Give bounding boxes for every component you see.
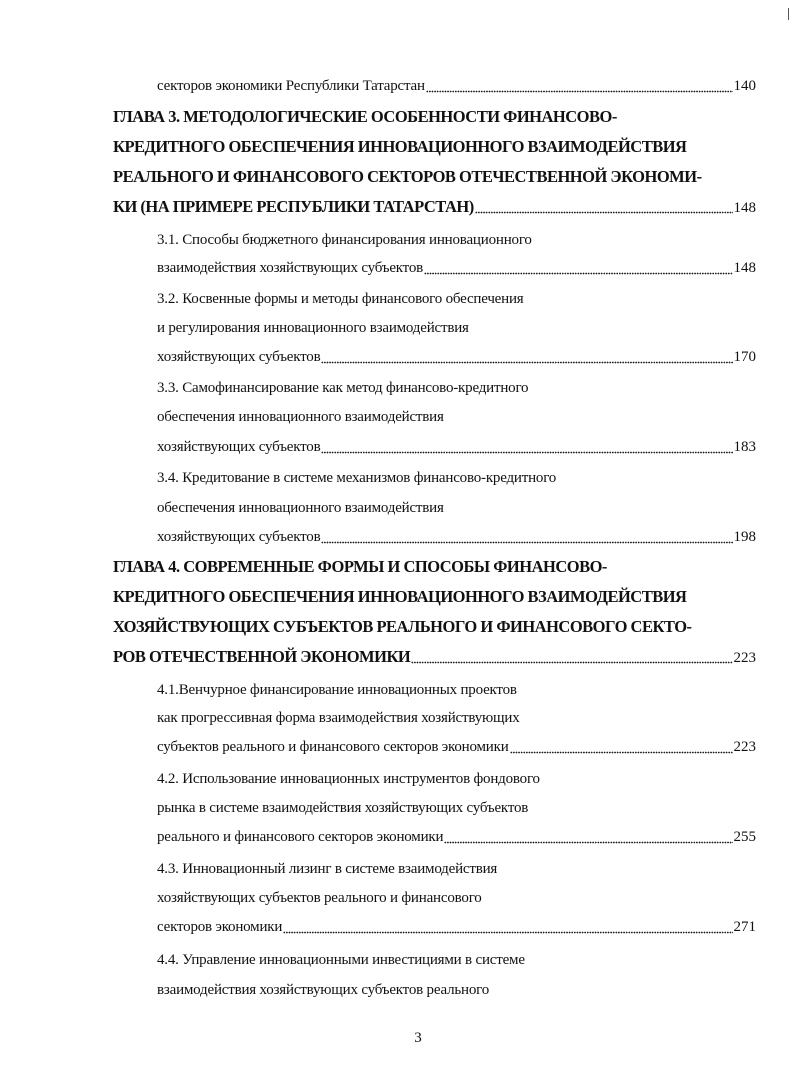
chapter-heading <box>113 585 756 609</box>
dot-leader <box>424 256 732 280</box>
toc-page-number: 223 <box>733 650 756 666</box>
toc-page-number: 271 <box>733 919 756 935</box>
toc-entry <box>157 256 756 280</box>
toc-entry <box>157 376 756 400</box>
toc-entry <box>157 435 756 459</box>
toc-entry-text: хозяйствующих субъектов <box>157 529 321 545</box>
toc-entry-text: субъектов реального и финансового секторов экономики <box>157 739 509 755</box>
toc-entry <box>157 857 756 881</box>
toc-entry <box>157 767 756 791</box>
toc-page-number: 170 <box>733 349 756 365</box>
toc-entry-text: 4.2. Использование инновационных инструментов фондового <box>157 771 540 787</box>
dot-leader <box>321 525 732 549</box>
toc-entry-text: 3.1. Способы бюджетного финансирования инновационного <box>157 232 532 248</box>
toc-entry <box>157 345 756 369</box>
toc-entry-text: рынка в системе взаимодействия хозяйствующих субъектов <box>157 800 529 816</box>
toc-entry-text: 3.4. Кредитование в системе механизмов финансово-кредитного <box>157 470 557 486</box>
chapter-heading-text: ХОЗЯЙСТВУЮЩИХ СУБЪЕКТОВ РЕАЛЬНОГО И ФИНАНСОВОГО СЕКТО- <box>113 617 692 636</box>
toc-entry <box>157 825 756 849</box>
dot-leader <box>475 195 733 219</box>
toc-page-number: 255 <box>733 829 756 845</box>
toc-entry-text: 4.1.Венчурное финансирование инновационных проектов <box>157 682 517 698</box>
dot-leader <box>411 645 732 669</box>
chapter-heading-text: РЕАЛЬНОГО И ФИНАНСОВОГО СЕКТОРОВ ОТЕЧЕСТВЕННОЙ ЭКОНОМИ- <box>113 167 702 186</box>
chapter-heading-text: КРЕДИТНОГО ОБЕСПЕЧЕНИЯ ИННОВАЦИОННОГО ВЗАИМОДЕЙСТВИЯ <box>113 587 687 606</box>
toc-entry-text: хозяйствующих субъектов реального и финансового <box>157 890 482 906</box>
dot-leader <box>426 74 733 98</box>
chapter-heading <box>113 555 756 579</box>
toc-page-number: 148 <box>733 260 756 276</box>
toc-entry <box>157 796 756 820</box>
dot-leader <box>510 735 733 759</box>
toc-page-number: 183 <box>733 439 756 455</box>
toc-entry <box>157 74 756 98</box>
toc-entry-text: и регулирования инновационного взаимодействия <box>157 320 469 336</box>
chapter-heading-text: КИ (НА ПРИМЕРЕ РЕСПУБЛИКИ ТАТАРСТАН) <box>113 197 474 216</box>
chapter-heading <box>113 615 756 639</box>
chapter-heading <box>113 645 756 669</box>
dot-leader <box>321 345 732 369</box>
toc-entry <box>157 466 756 490</box>
chapter-heading-text: ГЛАВА 4. СОВРЕМЕННЫЕ ФОРМЫ И СПОСОБЫ ФИНАНСОВО- <box>113 557 607 576</box>
toc-entry-text: 3.3. Самофинансирование как метод финансово-кредитного <box>157 380 529 396</box>
toc-entry-text: обеспечения инновационного взаимодействия <box>157 500 444 516</box>
toc-entry-text: хозяйствующих субъектов <box>157 439 321 455</box>
toc-entry-text: взаимодействия хозяйствующих субъектов реального <box>157 982 490 998</box>
toc-entry-text: секторов экономики Республики Татарстан <box>157 78 425 94</box>
toc-entry <box>157 735 756 759</box>
toc-entry <box>157 886 756 910</box>
chapter-heading <box>113 105 756 129</box>
chapter-heading-text: РОВ ОТЕЧЕСТВЕННОЙ ЭКОНОМИКИ <box>113 647 411 666</box>
dot-leader <box>283 915 732 939</box>
toc-entry <box>157 287 756 311</box>
chapter-heading <box>113 165 756 189</box>
chapter-heading <box>113 135 756 159</box>
dot-leader <box>321 435 732 459</box>
toc-entry-text: как прогрессивная форма взаимодействия хозяйствующих <box>157 710 520 726</box>
chapter-heading-text: КРЕДИТНОГО ОБЕСПЕЧЕНИЯ ИННОВАЦИОННОГО ВЗАИМОДЕЙСТВИЯ <box>113 137 687 156</box>
toc-page-number: 148 <box>733 200 756 216</box>
toc-entry <box>157 678 756 702</box>
toc-page-number: 223 <box>733 739 756 755</box>
toc-entry <box>157 915 756 939</box>
chapter-heading <box>113 195 756 219</box>
toc-entry <box>157 228 756 252</box>
toc-page-number: 140 <box>733 78 756 94</box>
toc-entry-text: взаимодействия хозяйствующих субъектов <box>157 260 424 276</box>
toc-entry <box>157 316 756 340</box>
toc-entry <box>157 525 756 549</box>
toc-page-number: 198 <box>733 529 756 545</box>
toc-entry-text: 4.4. Управление инновационными инвестициями в системе <box>157 952 525 968</box>
toc-entry <box>157 706 756 730</box>
toc-entry-text: обеспечения инновационного взаимодействия <box>157 409 444 425</box>
page-number: 3 <box>414 1030 422 1046</box>
chapter-heading-text: ГЛАВА 3. МЕТОДОЛОГИЧЕСКИЕ ОСОБЕННОСТИ ФИНАНСОВО- <box>113 107 617 126</box>
toc-entry-text: 4.3. Инновационный лизинг в системе взаимодействия <box>157 861 498 877</box>
toc-entry-text: 3.2. Косвенные формы и методы финансового обеспечения <box>157 291 524 307</box>
toc-entry-text: секторов экономики <box>157 919 283 935</box>
dot-leader <box>444 825 732 849</box>
scan-mark <box>788 8 789 20</box>
toc-entry <box>157 405 756 429</box>
toc-entry-text: хозяйствующих субъектов <box>157 349 321 365</box>
toc-entry-text: реального и финансового секторов экономики <box>157 829 444 845</box>
toc-entry <box>157 978 756 1002</box>
toc-entry <box>157 948 756 972</box>
toc-entry <box>157 496 756 520</box>
